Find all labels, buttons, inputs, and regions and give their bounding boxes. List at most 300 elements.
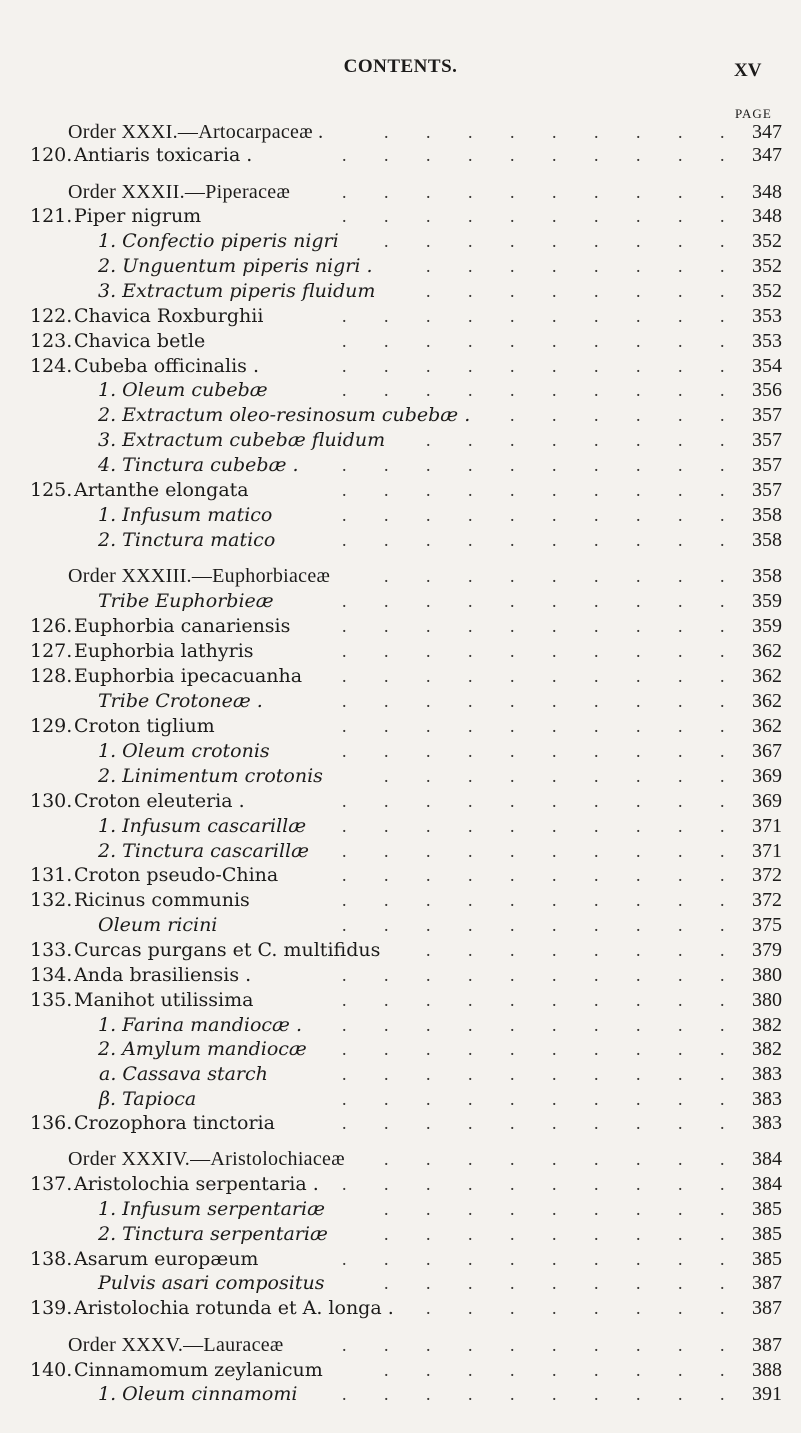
entry-page-number: 362 [752,640,782,662]
contents-entry [0,1197,801,1221]
leader-dot: . [636,1064,641,1084]
leader-dot: . [552,566,557,586]
leader-dot: . [426,841,431,861]
entry-page-number: 357 [752,454,782,476]
leader-dot: . [552,691,557,711]
leader-dot: . [552,816,557,836]
leader-dot: . [342,791,347,811]
leader-dot: . [468,182,473,202]
leader-dot: . [678,455,683,475]
entry-page-number: 358 [752,504,782,526]
leader-dot: . [384,616,389,636]
contents-entry [0,1222,801,1246]
leader-dot: . [720,231,725,251]
leader-dot: . [594,616,599,636]
leader-dot: . [552,182,557,202]
entry-number: 128. [30,665,73,687]
leader-dot: . [594,480,599,500]
order-heading [0,1333,801,1357]
leader-dot: . [636,716,641,736]
contents-entry [0,1172,801,1196]
leader-dot: . [384,145,389,165]
leader-dot: . [510,1360,515,1380]
leader-dot: . [552,940,557,960]
leader-dot: . [384,1199,389,1219]
entry-number: 125. [30,479,73,501]
leader-dot: . [678,591,683,611]
entry-page-number: 359 [752,615,782,637]
leader-dot: . [384,865,389,885]
leader-dot: . [468,430,473,450]
leader-dot: . [678,641,683,661]
contents-entry [0,143,801,167]
leader-dot: . [510,405,515,425]
leader-dot: . [594,1064,599,1084]
leader-dot: . [426,145,431,165]
leader-dot: . [510,1089,515,1109]
entry-page-number: 353 [752,305,782,327]
leader-dot: . [342,480,347,500]
entry-page-number: 362 [752,715,782,737]
leader-dot: . [678,480,683,500]
leader-dot: . [636,691,641,711]
contents-entry [0,1296,801,1320]
leader-dot: . [426,505,431,525]
contents-entry [0,739,801,763]
leader-dot: . [342,380,347,400]
entry-label: 3. Extractum piperis fluidum [98,280,376,302]
leader-dot: . [510,1015,515,1035]
entry-number: 123. [30,330,73,352]
contents-entry [0,764,801,788]
leader-dot: . [678,145,683,165]
leader-dot: . [426,182,431,202]
entry-page-number: 383 [752,1088,782,1110]
leader-dot: . [636,1113,641,1133]
leader-dot: . [636,641,641,661]
leader-dot: . [468,1249,473,1269]
leader-dot: . [342,530,347,550]
leader-dot: . [594,641,599,661]
leader-dot: . [342,356,347,376]
leader-dot: . [426,281,431,301]
leader-dot: . [510,145,515,165]
leader-dot: . [678,380,683,400]
leader-dot: . [636,1199,641,1219]
leader-dot: . [510,1273,515,1293]
leader-dot: . [510,990,515,1010]
entry-label: Euphorbia canariensis [74,615,291,637]
entry-page-number: 347 [752,121,782,143]
leader-dot: . [552,1199,557,1219]
entry-label: 2. Amylum mandiocæ [98,1038,307,1060]
leader-dot: . [594,405,599,425]
leader-dot: . [468,716,473,736]
entry-page-number: 375 [752,914,782,936]
leader-dot: . [720,122,725,142]
leader-dot: . [678,256,683,276]
leader-dot: . [426,1149,431,1169]
leader-dot: . [678,405,683,425]
leader-dot: . [384,591,389,611]
leader-dot: . [636,816,641,836]
leader-dot: . [636,1384,641,1404]
contents-entry [0,1382,801,1406]
leader-dot: . [510,591,515,611]
leader-dot: . [636,356,641,376]
leader-dot: . [426,616,431,636]
leader-dot: . [636,1298,641,1318]
leader-dot: . [552,1249,557,1269]
entry-page-number: 387 [752,1334,782,1356]
leader-dot: . [594,1298,599,1318]
leader-dot: . [552,1064,557,1084]
leader-dot: . [594,1015,599,1035]
leader-dot: . [594,1384,599,1404]
leader-dot: . [384,915,389,935]
leader-dot: . [636,281,641,301]
leader-dot: . [720,1273,725,1293]
leader-dot: . [720,306,725,326]
leader-dot: . [426,430,431,450]
entry-page-number: 357 [752,404,782,426]
contents-entry [0,1247,801,1271]
leader-dot: . [678,1039,683,1059]
leader-dot: . [636,915,641,935]
leader-dot: . [510,766,515,786]
leader-dot: . [552,122,557,142]
leader-dot: . [342,1089,347,1109]
entry-number: 120. [30,144,73,166]
entry-page-number: 357 [752,479,782,501]
leader-dot: . [510,791,515,811]
entry-label: Aristolochia serpentaria . [74,1173,319,1195]
leader-dot: . [678,890,683,910]
leader-dot: . [468,915,473,935]
leader-dot: . [678,356,683,376]
leader-dot: . [594,206,599,226]
leader-dot: . [384,990,389,1010]
leader-dot: . [384,455,389,475]
entry-page-number: 348 [752,205,782,227]
leader-dot: . [594,741,599,761]
leader-dot: . [468,1199,473,1219]
leader-dot: . [594,1113,599,1133]
leader-dot: . [468,122,473,142]
leader-dot: . [594,1149,599,1169]
entry-page-number: 354 [752,355,782,377]
leader-dot: . [468,1335,473,1355]
leader-dot: . [342,716,347,736]
leader-dot: . [636,1224,641,1244]
leader-dot: . [426,530,431,550]
leader-dot: . [510,281,515,301]
leader-dot: . [384,122,389,142]
entry-label: Euphorbia lathyris [74,640,254,662]
entry-label: Aristolochia rotunda et A. longa . [74,1297,394,1319]
entry-label: Anda brasiliensis . [74,964,252,986]
leader-dot: . [720,965,725,985]
entry-page-number: 369 [752,765,782,787]
leader-dot: . [510,480,515,500]
leader-dot: . [510,566,515,586]
leader-dot: . [426,306,431,326]
leader-dot: . [510,1335,515,1355]
leader-dot: . [468,616,473,636]
leader-dot: . [720,356,725,376]
leader-dot: . [384,231,389,251]
leader-dot: . [594,430,599,450]
contents-entry [0,403,801,427]
entry-number: 138. [30,1248,73,1270]
leader-dot: . [636,1273,641,1293]
leader-dot: . [468,940,473,960]
leader-dot: . [552,231,557,251]
leader-dot: . [468,865,473,885]
entry-label: Croton eleuteria . [74,790,245,812]
leader-dot: . [510,231,515,251]
leader-dot: . [510,1174,515,1194]
leader-dot: . [720,430,725,450]
leader-dot: . [720,641,725,661]
leader-dot: . [384,380,389,400]
contents-entry [0,988,801,1012]
leader-dot: . [594,1273,599,1293]
entry-page-number: 372 [752,889,782,911]
leader-dot: . [510,182,515,202]
leader-dot: . [510,455,515,475]
leader-dot: . [552,480,557,500]
leader-dot: . [678,281,683,301]
leader-dot: . [594,505,599,525]
leader-dot: . [552,306,557,326]
contents-entry [0,229,801,253]
leader-dot: . [384,1064,389,1084]
leader-dot: . [720,1249,725,1269]
entry-label: Oleum ricini [98,914,218,936]
entry-number: 131. [30,864,73,886]
leader-dot: . [510,380,515,400]
contents-entry [0,378,801,402]
contents-entry [0,1037,801,1061]
leader-dot: . [510,616,515,636]
leader-dot: . [510,206,515,226]
leader-dot: . [636,145,641,165]
entry-page-number: 380 [752,989,782,1011]
leader-dot: . [636,841,641,861]
leader-dot: . [678,1335,683,1355]
leader-dot: . [384,1360,389,1380]
contents-entry [0,354,801,378]
leader-dot: . [636,256,641,276]
leader-dot: . [594,145,599,165]
leader-dot: . [510,741,515,761]
leader-dot: . [594,182,599,202]
leader-dot: . [678,1360,683,1380]
leader-dot: . [594,666,599,686]
entry-page-number: 384 [752,1148,782,1170]
leader-dot: . [342,666,347,686]
leader-dot: . [468,741,473,761]
leader-dot: . [636,1089,641,1109]
leader-dot: . [342,591,347,611]
leader-dot: . [636,965,641,985]
leader-dot: . [594,841,599,861]
contents-entry [0,1271,801,1295]
leader-dot: . [552,1113,557,1133]
leader-dot: . [384,1384,389,1404]
leader-dot: . [468,1149,473,1169]
leader-dot: . [636,741,641,761]
running-head-title: CONTENTS. [343,56,458,77]
leader-dot: . [552,430,557,450]
leader-dot: . [510,1199,515,1219]
leader-dot: . [594,356,599,376]
leader-dot: . [636,1249,641,1269]
leader-dot: . [468,791,473,811]
leader-dot: . [594,865,599,885]
leader-dot: . [636,122,641,142]
leader-dot: . [426,1384,431,1404]
leader-dot: . [552,591,557,611]
leader-dot: . [678,1224,683,1244]
leader-dot: . [678,990,683,1010]
leader-dot: . [468,1360,473,1380]
leader-dot: . [678,865,683,885]
leader-dot: . [636,505,641,525]
leader-dot: . [636,1335,641,1355]
leader-dot: . [468,281,473,301]
leader-dot: . [342,865,347,885]
leader-dot: . [426,566,431,586]
entry-page-number: 362 [752,690,782,712]
leader-dot: . [468,206,473,226]
leader-dot: . [636,455,641,475]
leader-dot: . [384,480,389,500]
entry-page-number: 371 [752,815,782,837]
leader-dot: . [552,1360,557,1380]
leader-dot: . [720,455,725,475]
leader-dot: . [636,791,641,811]
leader-dot: . [342,1335,347,1355]
leader-dot: . [510,716,515,736]
entry-number: 140. [30,1359,73,1381]
leader-dot: . [342,965,347,985]
leader-dot: . [468,841,473,861]
entry-label: Ricinus communis [74,889,250,911]
contents-entry [0,714,801,738]
entry-label: Cinnamomum zeylanicum [74,1359,323,1381]
leader-dot: . [426,480,431,500]
leader-dot: . [468,965,473,985]
leader-dot: . [552,1384,557,1404]
leader-dot: . [636,480,641,500]
leader-dot: . [342,331,347,351]
leader-dot: . [594,716,599,736]
entry-label: Tribe Euphorbieæ [98,590,274,612]
leader-dot: . [342,915,347,935]
leader-dot: . [636,1039,641,1059]
leader-dot: . [426,965,431,985]
leader-dot: . [510,666,515,686]
leader-dot: . [384,1149,389,1169]
leader-dot: . [468,380,473,400]
leader-dot: . [678,616,683,636]
entry-page-number: 387 [752,1297,782,1319]
leader-dot: . [678,530,683,550]
leader-dot: . [720,281,725,301]
contents-entry [0,1111,801,1135]
leader-dot: . [426,206,431,226]
entry-label: Order XXXI.—Artocarpaceæ . [68,121,324,143]
leader-dot: . [552,1149,557,1169]
leader-dot: . [636,591,641,611]
entry-label: 2. Tinctura cascarillæ [98,840,309,862]
leader-dot: . [552,356,557,376]
leader-dot: . [720,691,725,711]
entry-page-number: 384 [752,1173,782,1195]
leader-dot: . [468,890,473,910]
leader-dot: . [552,716,557,736]
contents-entry [0,963,801,987]
leader-dot: . [426,591,431,611]
leader-dot: . [720,741,725,761]
leader-dot: . [384,841,389,861]
leader-dot: . [678,1064,683,1084]
entry-label: 4. Tinctura cubebæ . [98,454,299,476]
contents-entry [0,478,801,502]
leader-dot: . [552,331,557,351]
tribe-heading [0,689,801,713]
entry-page-number: 352 [752,230,782,252]
entry-label: 1. Oleum cubebæ [98,379,268,401]
leader-dot: . [384,1273,389,1293]
contents-entry [0,664,801,688]
leader-dot: . [720,480,725,500]
leader-dot: . [594,1360,599,1380]
leader-dot: . [720,816,725,836]
entry-label: Order XXXV.—Lauraceæ [68,1334,284,1356]
leader-dot: . [468,231,473,251]
leader-dot: . [552,1224,557,1244]
entry-number: 129. [30,715,73,737]
leader-dot: . [426,1273,431,1293]
leader-dot: . [384,716,389,736]
leader-dot: . [510,940,515,960]
leader-dot: . [594,1174,599,1194]
leader-dot: . [426,641,431,661]
leader-dot: . [720,990,725,1010]
leader-dot: . [720,1039,725,1059]
leader-dot: . [720,331,725,351]
leader-dot: . [720,616,725,636]
leader-dot: . [510,1113,515,1133]
order-heading [0,120,801,144]
entry-page-number: 352 [752,255,782,277]
leader-dot: . [384,1224,389,1244]
leader-dot: . [720,182,725,202]
leader-dot: . [678,1174,683,1194]
entry-page-number: 383 [752,1112,782,1134]
leader-dot: . [636,405,641,425]
contents-entry [0,1062,801,1086]
leader-dot: . [384,182,389,202]
leader-dot: . [720,1089,725,1109]
leader-dot: . [426,356,431,376]
leader-dot: . [594,1089,599,1109]
leader-dot: . [552,965,557,985]
leader-dot: . [384,1174,389,1194]
